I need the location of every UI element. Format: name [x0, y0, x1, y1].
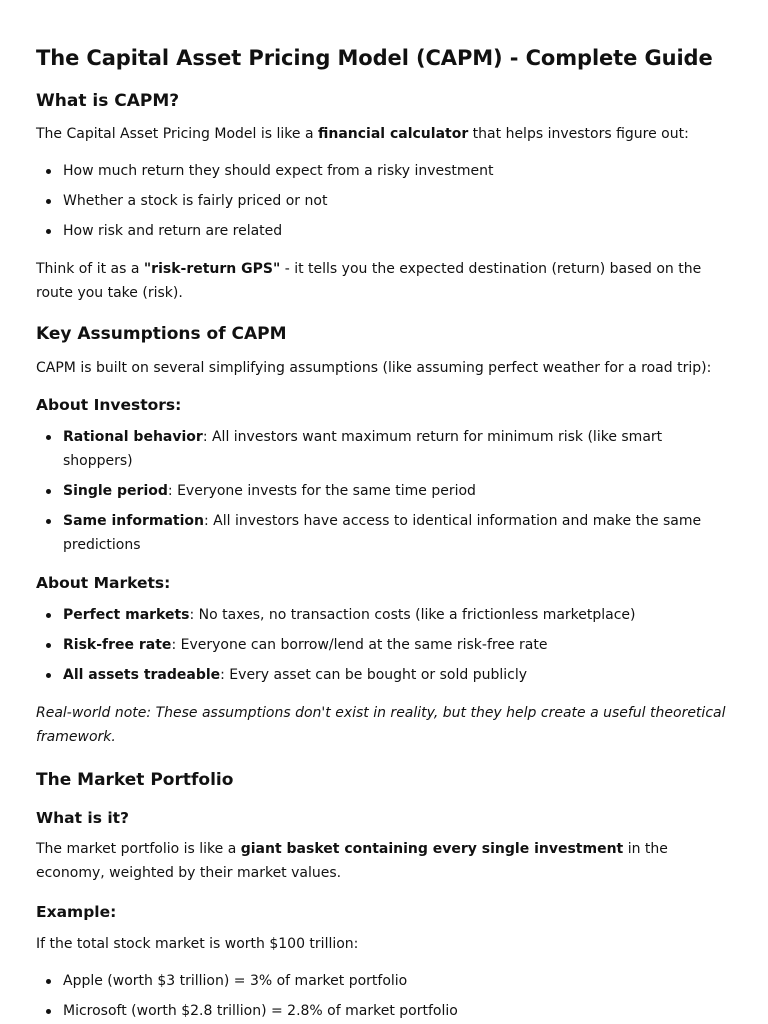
bullet-icon: [46, 613, 51, 618]
bullet-icon: [46, 1009, 51, 1014]
list-item: Rational behavior: All investors want maximum return for minimum risk (like smart shoppers): [36, 425, 732, 473]
markets-list: [36, 603, 732, 687]
list-item: Perfect markets: No taxes, no transaction costs (like a frictionless marketplace): [36, 603, 732, 627]
bullet-icon: [46, 435, 51, 440]
example-intro: If the total stock market is worth $100 trillion:: [36, 936, 359, 952]
heading-market-portfolio: The Market Portfolio: [36, 770, 234, 790]
bullet-icon: [46, 519, 51, 524]
bullet-icon: [46, 489, 51, 494]
bullet-icon: [46, 199, 51, 204]
gps-bold: "risk-return GPS": [143, 261, 281, 277]
heading-about-markets: About Markets:: [36, 574, 171, 592]
list-item: Risk-free rate: Everyone can borrow/lend at the same risk-free rate: [36, 633, 732, 657]
intro-bold: financial calculator: [317, 126, 469, 142]
bullet-icon: [46, 169, 51, 174]
list-item: Microsoft (worth $2.8 trillion) = 2.8% of market portfolio: [36, 999, 732, 1023]
real-world-note: Real-world note: These assumptions don't exist in reality, but they help create a useful theoretical framework.: [36, 705, 726, 745]
list-item: Same information: All investors have access to identical information and make the same predictions: [36, 509, 732, 557]
list-item: Single period: Everyone invests for the same time period: [36, 479, 732, 503]
basket-bold: giant basket containing every single investment: [240, 841, 624, 857]
assumptions-intro: CAPM is built on several simplifying assumptions (like assuming perfect weather for a road trip):: [36, 360, 712, 376]
bullet-icon: [46, 673, 51, 678]
list-item: Apple (worth $3 trillion) = 3% of market portfolio: [36, 969, 732, 993]
heading-what-is-it: What is it?: [36, 809, 130, 827]
example-list: [36, 969, 732, 1023]
intro-text: The Capital Asset Pricing Model is like a: [36, 126, 318, 142]
heading-about-investors: About Investors:: [36, 396, 182, 414]
heading-what-is-capm: What is CAPM?: [36, 91, 180, 111]
bullet-icon: [46, 229, 51, 234]
intro-text-end: that helps investors figure out:: [468, 126, 689, 142]
list-item: All assets tradeable: Every asset can be bought or sold publicly: [36, 663, 732, 687]
list-item: Whether a stock is fairly priced or not: [36, 189, 732, 213]
market-portfolio-paragraph: The market portfolio is like a giant basket containing every single investment in the economy, weighted by their market values.: [36, 841, 668, 881]
bullet-icon: [46, 643, 51, 648]
list-item: How risk and return are related: [36, 219, 732, 243]
list-item: How much return they should expect from a risky investment: [36, 159, 732, 183]
investors-list: [36, 425, 732, 557]
heading-key-assumptions: Key Assumptions of CAPM: [36, 324, 287, 344]
capm-purpose-list: [36, 159, 732, 243]
intro-paragraph: [36, 122, 732, 146]
bullet-icon: [46, 979, 51, 984]
gps-paragraph: Think of it as a "risk-return GPS" - it tells you the expected destination (return) based on the route you take (risk).: [36, 261, 702, 301]
page-title: The Capital Asset Pricing Model (CAPM) - Complete Guide: [36, 46, 713, 70]
heading-example: Example:: [36, 903, 117, 921]
